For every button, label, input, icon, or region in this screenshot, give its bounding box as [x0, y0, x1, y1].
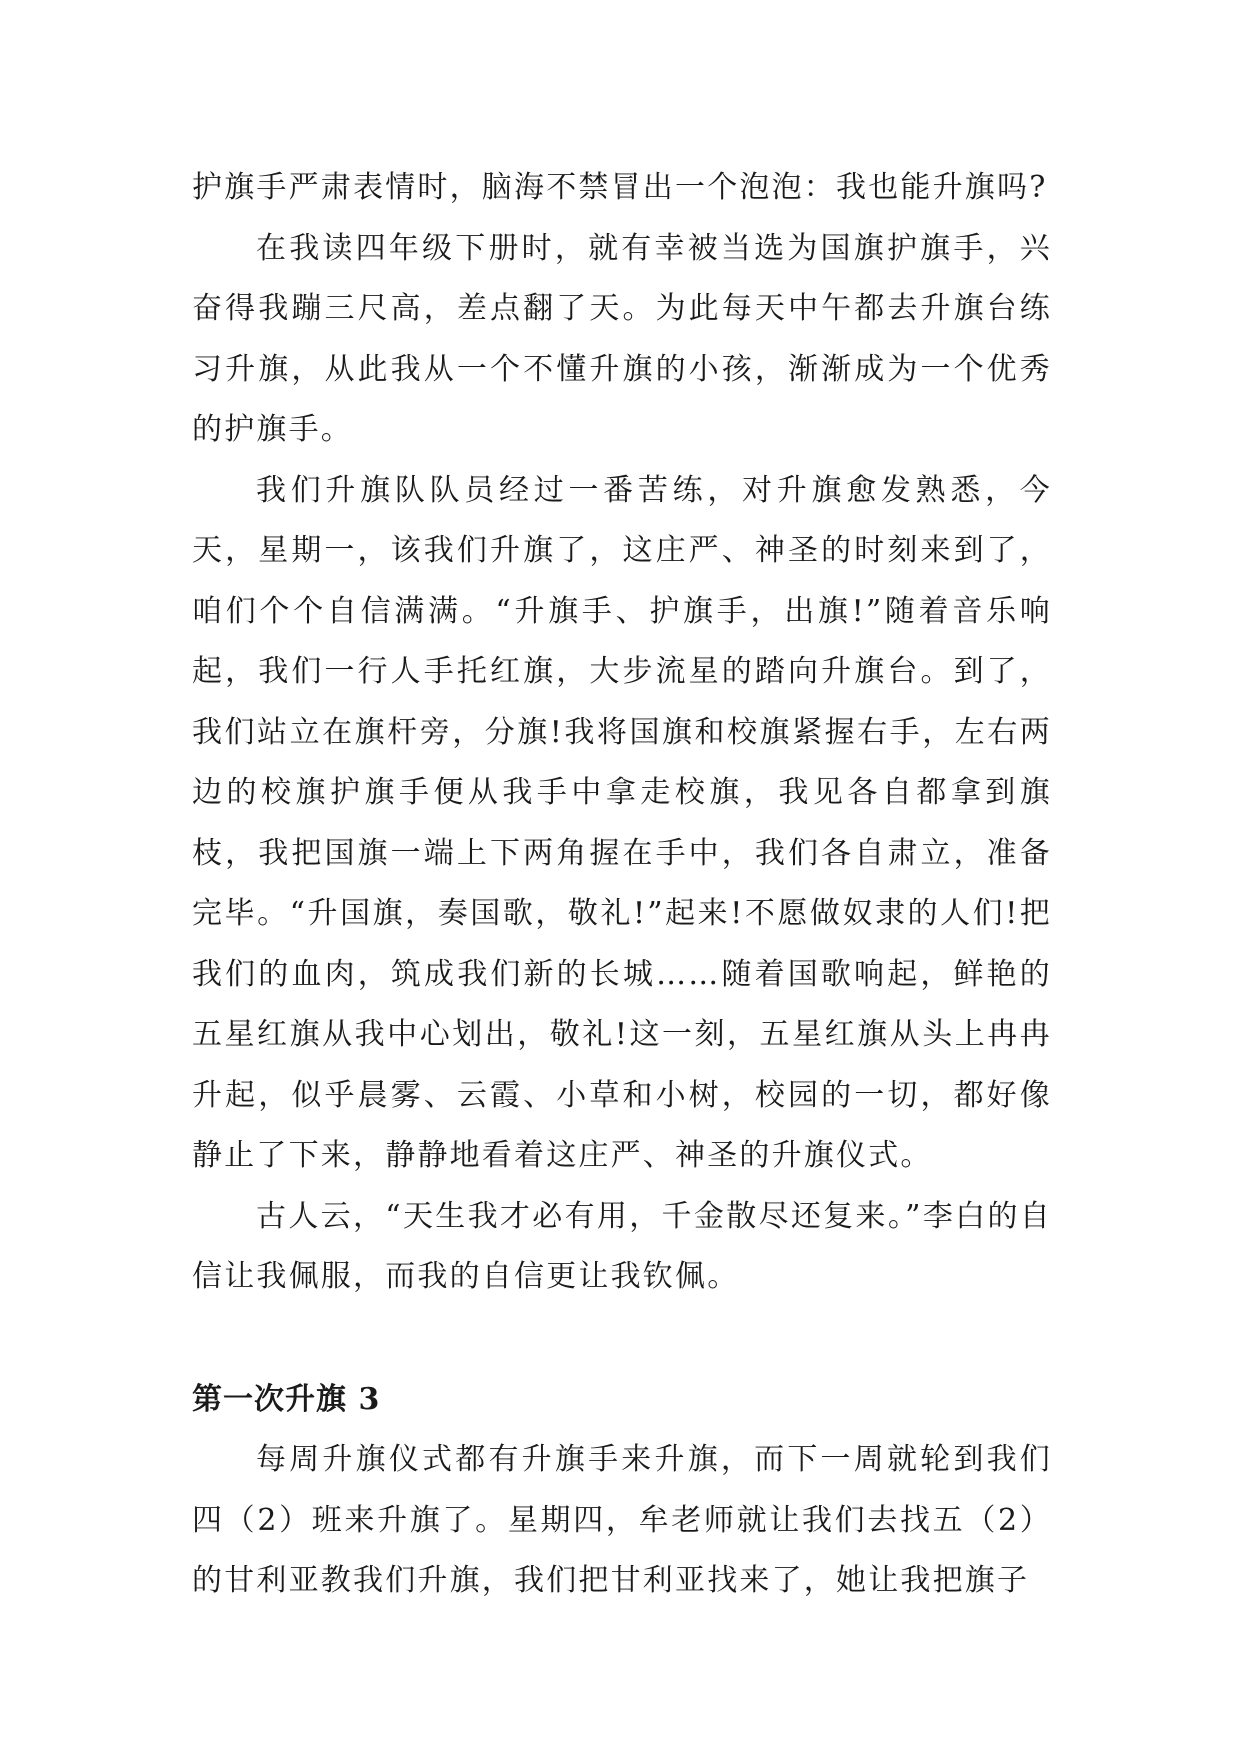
paragraph-4: 古人云，“天生我才必有用，千金散尽还复来。”李白的自信让我佩服，而我的自信更让我钦佩。 — [192, 1198, 1052, 1294]
section-spacer — [192, 1308, 1052, 1370]
section-title: 第一次升旗 3 — [192, 1381, 381, 1417]
paragraph-2: 在我读四年级下册时，就有幸被当选为国旗护旗手，兴奋得我蹦三尺高，差点翻了天。为此每天中午都去升旗台练习升旗，从此我从一个不懂升旗的小孩，渐渐成为一个优秀的护旗手。 — [192, 230, 1052, 447]
paragraph-1: 护旗手严肃表情时，脑海不禁冒出一个泡泡：我也能升旗吗? — [192, 170, 1048, 205]
section-paragraph-1: 每周升旗仪式都有升旗手来升旗，而下一周就轮到我们四（2）班来升旗了。星期四，牟老师就让我们去找五（2）的甘利亚教我们升旗，我们把甘利亚找来了，她让我把旗子 — [192, 1442, 1052, 1598]
document-body — [192, 158, 1052, 1612]
paragraph-3: 我们升旗队队员经过一番苦练，对升旗愈发熟悉，今天，星期一，该我们升旗了，这庄严、神圣的时刻来到了，咱们个个自信满满。“升旗手、护旗手，出旗!”随着音乐响起，我们一行人手托红旗，大步流星的踏向升旗台。到了，我们站立在旗杆旁，分旗!我将国旗和校旗紧握右手，左右两边的校旗护旗手便从我手中拿走校旗，我见各自都拿到旗枝，我把国旗一端上下两角握在手中，我们各自肃立，准备完毕。“升国旗，奏国歌，敬礼!”起来!不愿做奴隶的人们!把我们的血肉，筑成我们新的长城……随着国歌响起，鲜艳的五星红旗从我中心划出，敬礼!这一刻，五星红旗从头上冉冉升起，似乎晨雾、云霞、小草和小树，校园的一切，都好像静止了下来，静静地看着这庄严、神圣的升旗仪式。 — [192, 472, 1052, 1173]
